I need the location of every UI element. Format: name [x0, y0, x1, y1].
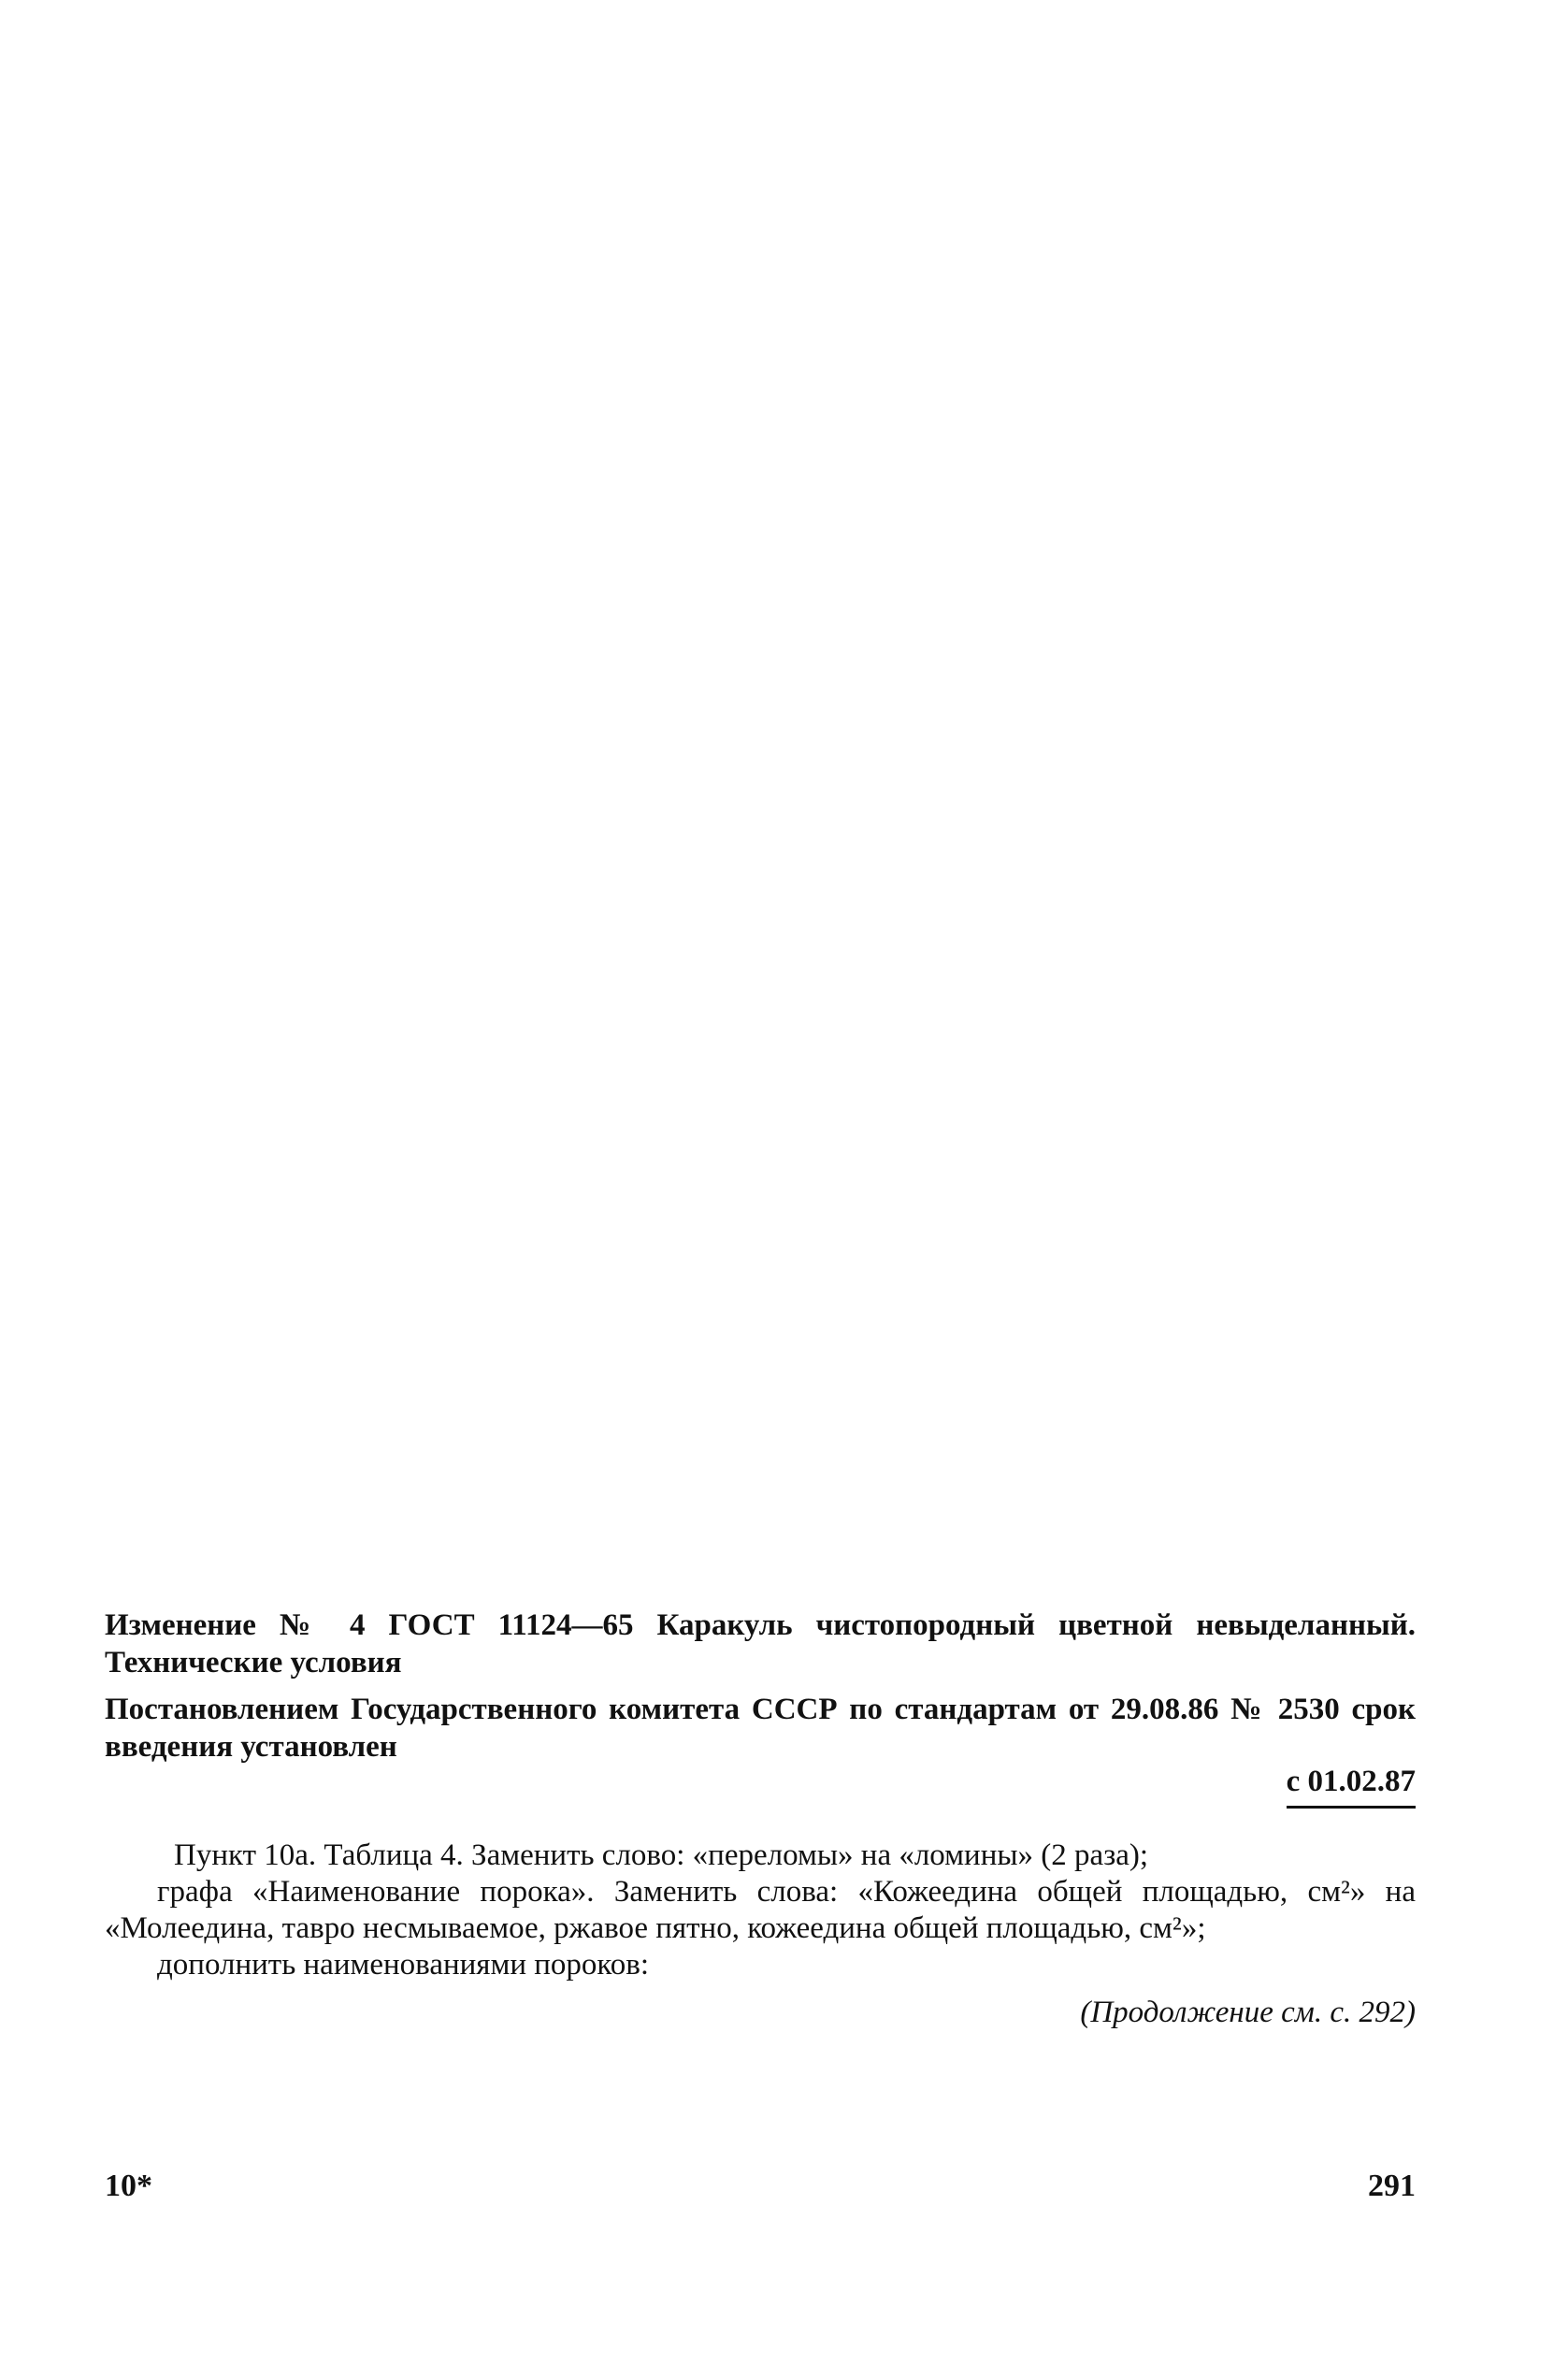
signature-mark: 10*	[105, 2169, 152, 2203]
page-number: 291	[1368, 2169, 1416, 2203]
decree-text: Постановлением Государственного комитета СССР по стандартам от 29.08.86 № 2530 срок введения установлен	[105, 1693, 1416, 1764]
continuation-note: (Продолжение см. с. 292)	[1080, 1996, 1416, 2029]
amendment-body	[105, 1838, 1416, 1983]
amendment-title: Изменение № 4 ГОСТ 11124—65 Каракуль чистопородный цветной невыделанный. Технические условия	[105, 1608, 1416, 1679]
body-paragraph: дополнить наименованиями пороков:	[157, 1948, 650, 1982]
effective-date: с 01.02.87	[1287, 1763, 1416, 1809]
body-paragraph: Пункт 10а. Таблица 4. Заменить слово: «переломы» на «ломины» (2 раза);	[174, 1838, 1149, 1872]
body-paragraph: графа «Наименование порока». Заменить слова: «Кожеедина общей площадью, см²» на «Молеедина, тавро несмываемое, ржавое пятно, кожеедина общей площадью, см²»;	[105, 1875, 1416, 1945]
